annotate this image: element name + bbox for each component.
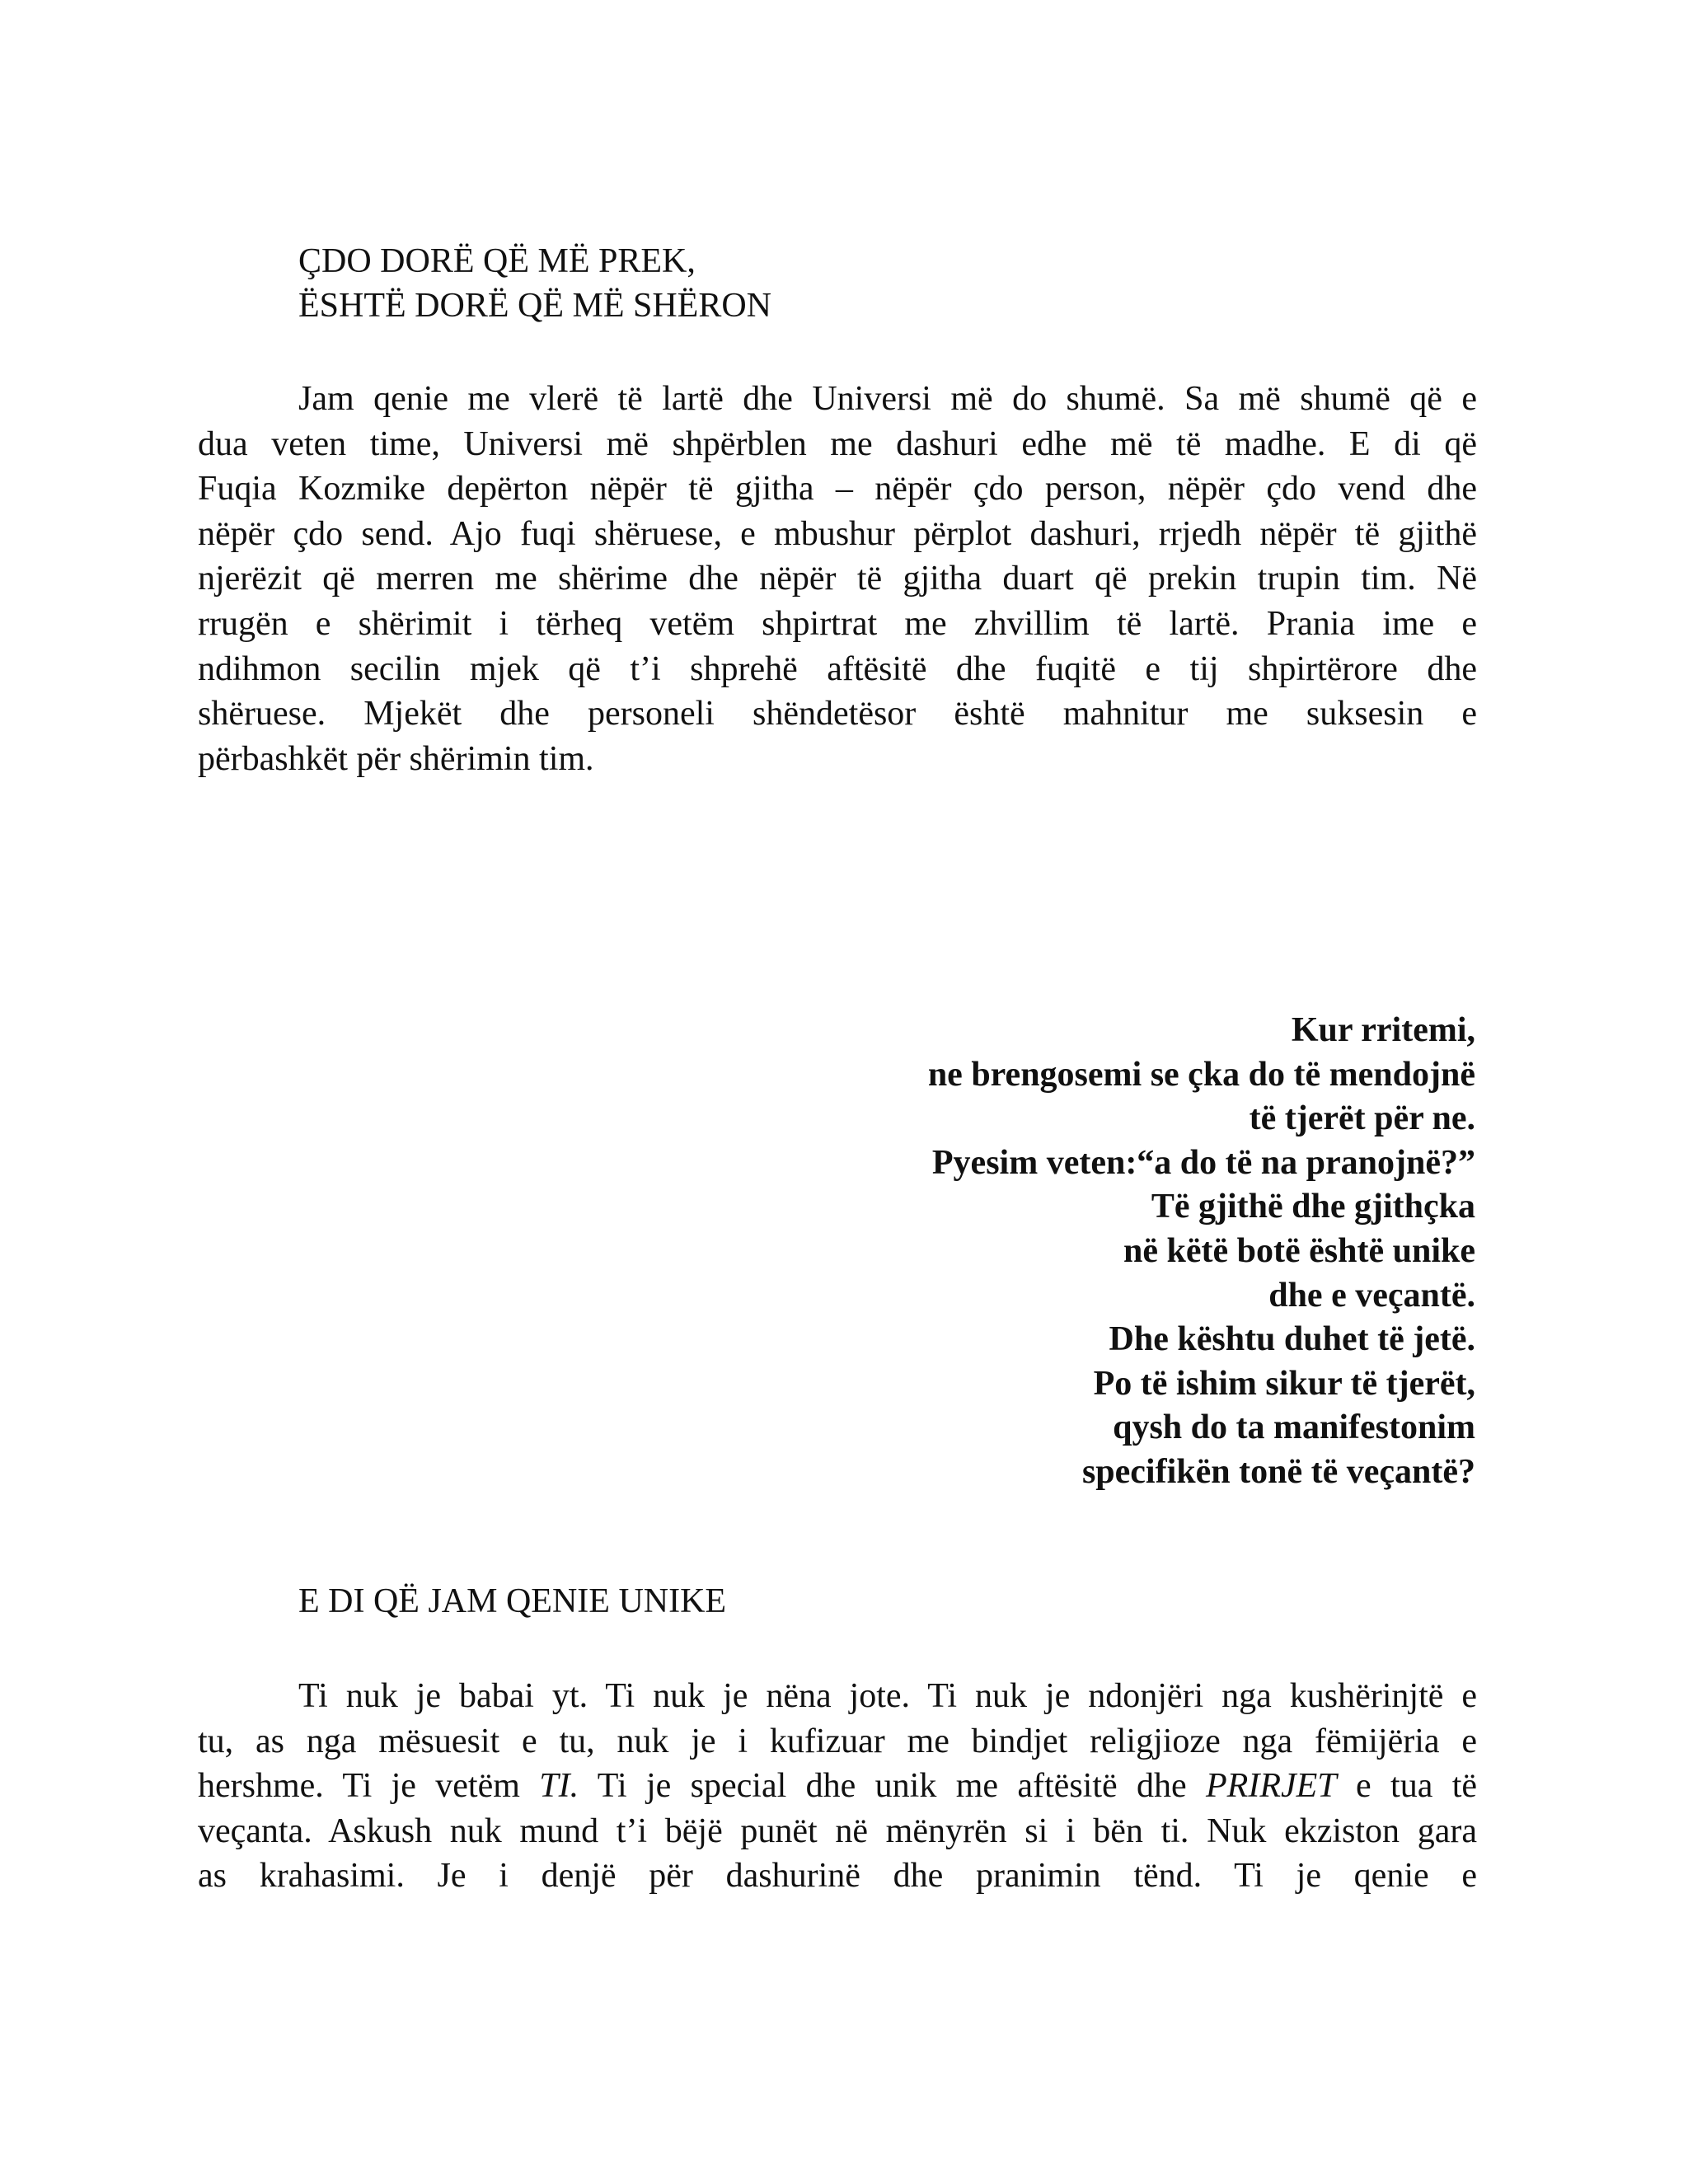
quote-line: Dhe kështu duhet të jetë. [1109,1320,1475,1359]
bold-quote [928,1009,1475,1495]
paragraph-line: tu, as nga mësuesit e tu, nuk je i kufizuar me bindjet religjioze nga fëmijëria e [198,1722,1477,1760]
quote-line: Kur rritemi, [1291,1011,1475,1049]
quote-line: dhe e veçantë. [1268,1276,1475,1315]
paragraph-line: veçanta. Askush nuk mund t’i bëjë punët në mënyrën si i bën ti. Nuk ekziston gara [198,1811,1477,1850]
quote-line: qysh do ta manifestonim [1113,1408,1475,1447]
paragraph-healing [198,377,1477,781]
paragraph-line: nëpër çdo send. Ajo fuqi shëruese, e mbushur përplot dashuri, rrjedh nëpër të gjithë [198,514,1477,553]
paragraph-line [198,1764,1477,1809]
heading-line: ËSHTË DORË QË MË SHËRON [298,287,771,325]
heading-line: E DI QË JAM QENIE UNIKE [298,1582,727,1620]
quote-line: të tjerët për ne. [1249,1099,1475,1138]
paragraph-line: përbashkët për shërimin tim. [198,739,594,778]
paragraph-line: ndihmon secilin mjek që t’i shprehë aftësitë dhe fuqitë e tij shpirtërore dhe [198,649,1477,688]
quote-line: Të gjithë dhe gjithçka [1151,1188,1475,1226]
quote-line: Po të ishim sikur të tjerët, [1093,1364,1475,1403]
paragraph-line: Fuqia Kozmike depërton nëpër të gjitha – nëpër çdo person, nëpër çdo vend dhe [198,470,1477,509]
section-heading-healing [298,239,771,328]
quote-line: në këtë botë është unike [1123,1231,1475,1270]
text-run: Ti je special dhe unik me aftësitë dhe [597,1767,1187,1806]
text-run: e tua të [1356,1767,1478,1806]
section-heading-unique [298,1579,726,1624]
text-run: hershme. Ti je vetëm [198,1767,520,1806]
emphasis-ti: TI. [539,1767,579,1806]
paragraph-line: Ti nuk je babai yt. Ti nuk je nëna jote. Ti nuk je ndonjëri nga kushërinjtë e [298,1677,1477,1715]
paragraph-unique [198,1674,1477,1899]
emphasis-prirjet: PRIRJET [1206,1767,1337,1806]
heading-line: ÇDO DORË QË MË PREK, [298,242,696,280]
quote-line: specifikën tonë të veçantë? [1081,1452,1475,1491]
quote-line: ne brengosemi se çka do të mendojnë [927,1055,1475,1094]
paragraph-line: Jam qenie me vlerë të lartë dhe Universi më do shumë. Sa më shumë që e [298,380,1477,418]
paragraph-line: as krahasimi. Je i denjë për dashurinë dhe pranimin tënd. Ti je qenie e [198,1857,1477,1896]
paragraph-line: rrugën e shërimit i tërheq vetëm shpirtrat me zhvillim të lartë. Prania ime e [198,604,1477,643]
paragraph-line: dua veten time, Universi më shpërblen me dashuri edhe më të madhe. E di që [198,424,1477,463]
paragraph-line: njerëzit që merren me shërime dhe nëpër të gjitha duart që prekin trupin tim. Në [198,560,1477,598]
paragraph-line: shëruese. Mjekët dhe personeli shëndetësor është mahnitur me suksesin e [198,695,1477,733]
quote-line: Pyesim veten:“a do të na pranojnë?” [931,1143,1475,1182]
